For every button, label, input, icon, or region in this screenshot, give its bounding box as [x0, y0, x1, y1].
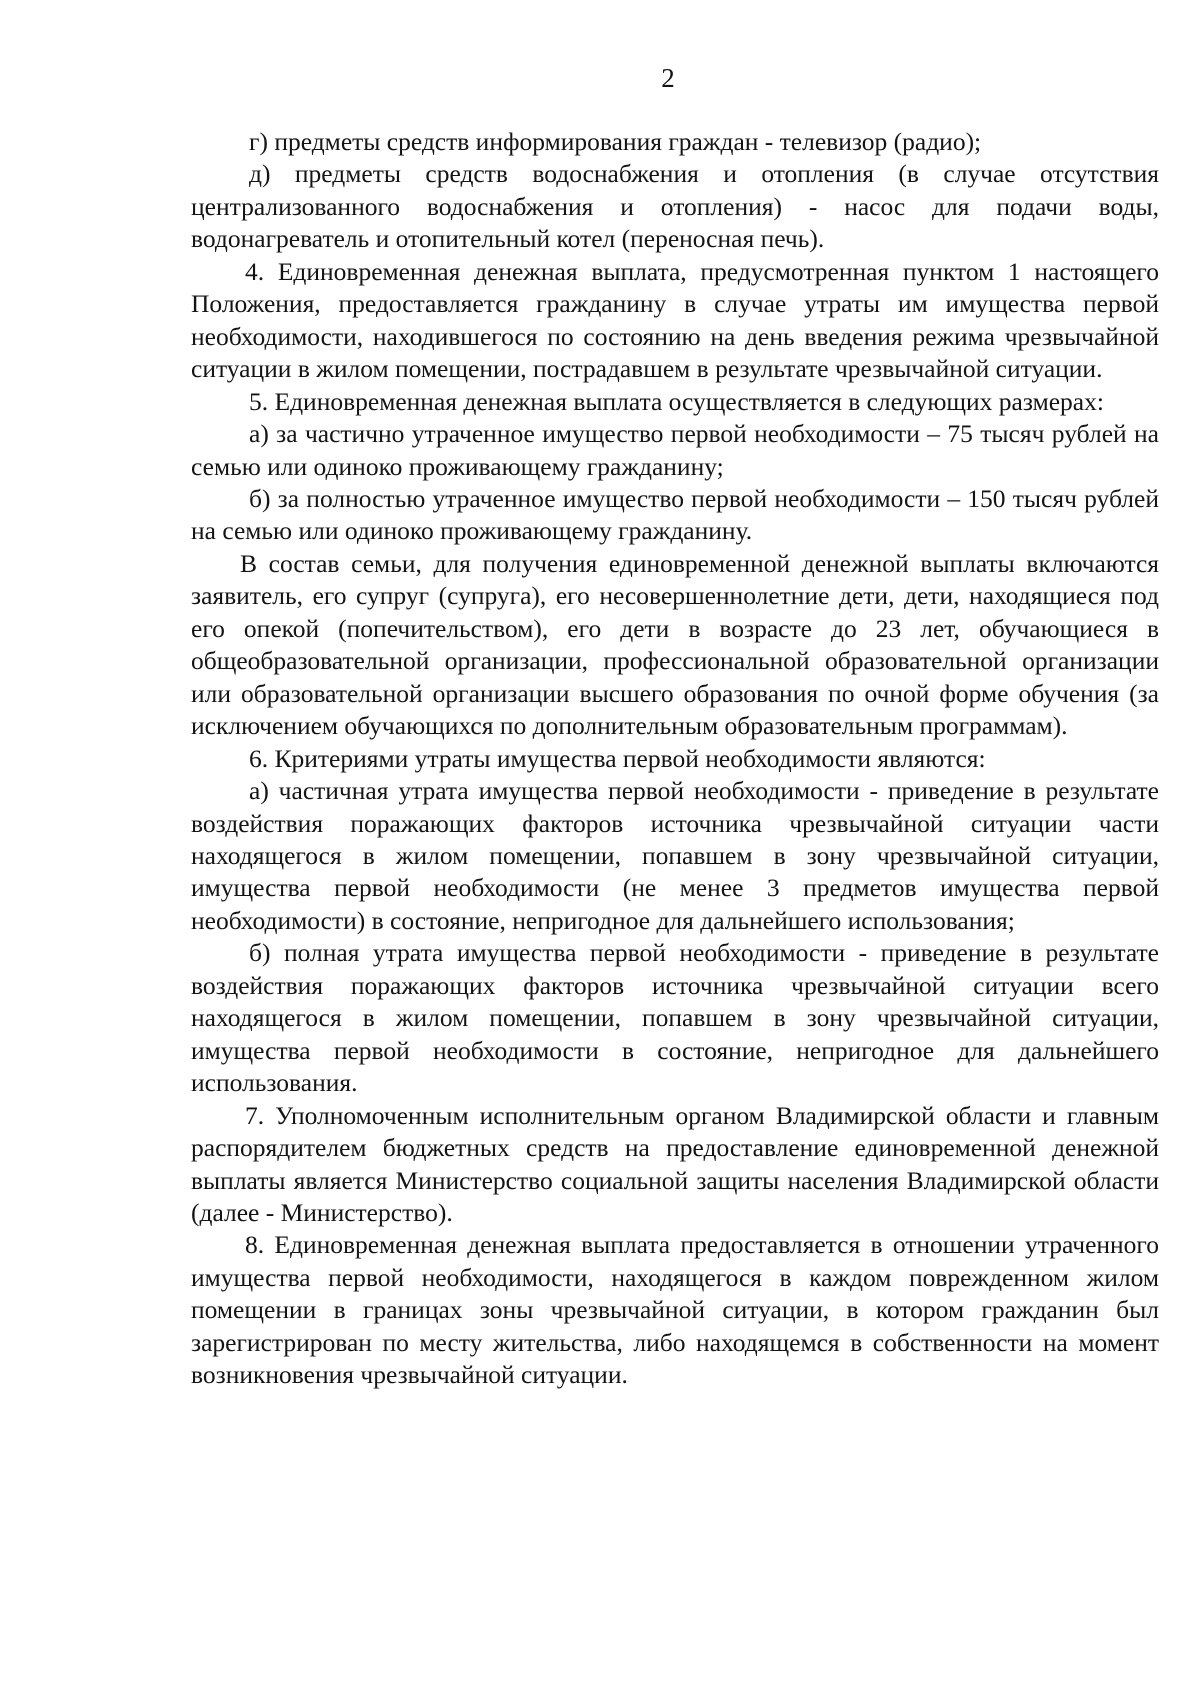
paragraph-clause-6-a: а) частичная утрата имущества первой необходимости - приведение в результате воздействия поражающих факторов источника чрезвычайной ситуации части находящегося в жилом помещении, попавшем в зону чрезвычайной ситуации, имущества первой необходимости (не менее 3 предметов имущества первой необходимости) в состояние, непригодное для дальнейшего использования;: [191, 776, 1159, 935]
paragraph-clause-6: 6. Критериями утраты имущества первой необходимости являются:: [249, 743, 986, 773]
paragraph-clause-5: 5. Единовременная денежная выплата осуществляется в следующих размерах:: [249, 386, 1104, 416]
paragraph-clause-6-b: б) полная утрата имущества первой необходимости - приведение в результате воздействия поражающих факторов источника чрезвычайной ситуации всего находящегося в жилом помещении, попавшем в зону чрезвычайной ситуации, имущества первой необходимости в состояние, непригодное для дальнейшего использования.: [191, 938, 1159, 1098]
paragraph-family-composition: В состав семьи, для получения единовременной денежной выплаты включаются заявитель, его супруг (супруга), его несовершеннолетние дети, дети, находящиеся под его опекой (попечительством), его дети в возрасте до 23 лет, обучающиеся в общеобразовательной организации, профессиональной образовательной организации или образовательной организации высшего образования по очной форме обучения (за исключением обучающихся по дополнительным образовательным программам).: [191, 548, 1159, 741]
document-body: [191, 126, 1159, 1392]
paragraph-clause-5-a: а) за частично утраченное имущество первой необходимости – 75 тысяч рублей на семью или одиноко проживающему гражданину;: [191, 419, 1159, 481]
paragraph-item-g: г) предметы средств информирования граждан - телевизор (радио);: [249, 127, 982, 156]
paragraph-item-d: д) предметы средств водоснабжения и отопления (в случае отсутствия централизованного водоснабжения и отопления) - насос для подачи воды, водонагреватель и отопительный котел (переносная печь).: [191, 159, 1159, 254]
paragraph-clause-4: 4. Единовременная денежная выплата, предусмотренная пунктом 1 настоящего Положения, предоставляется гражданину в случае утраты им имущества первой необходимости, находившегося по состоянию на день введения режима чрезвычайной ситуации в жилом помещении, пострадавшем в результате чрезвычайной ситуации.: [191, 256, 1159, 384]
page-number: 2: [661, 63, 675, 93]
paragraph-clause-5-b: б) за полностью утраченное имущество первой необходимости – 150 тысяч рублей на семью или одиноко проживающему гражданину.: [191, 483, 1159, 546]
paragraph-clause-8: 8. Единовременная денежная выплата предоставляется в отношении утраченного имущества первой необходимости, находящегося в каждом поврежденном жилом помещении в границах зоны чрезвычайной ситуации, в котором гражданин был зарегистрирован по месту жительства, либо находящемся в собственности на момент возникновения чрезвычайной ситуации.: [191, 1230, 1159, 1390]
paragraph-clause-7: 7. Уполномоченным исполнительным органом Владимирской области и главным распорядителем бюджетных средств на предоставление единовременной денежной выплаты является Министерство социальной защиты населения Владимирской области (далее - Министерство).: [191, 1100, 1159, 1227]
